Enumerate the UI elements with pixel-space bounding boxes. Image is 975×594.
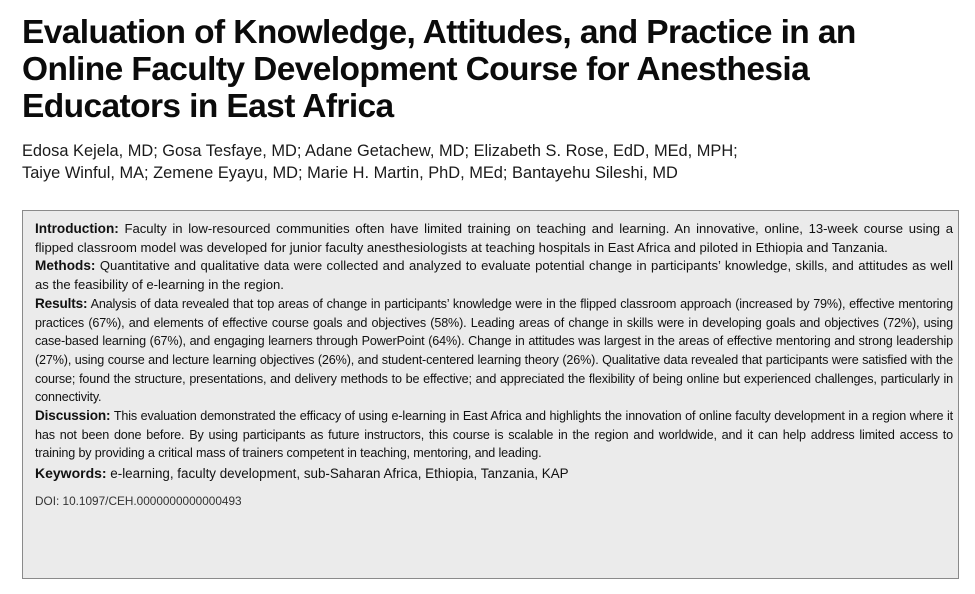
keywords-section	[35, 463, 953, 484]
doi-text: DOI: 10.1097/CEH.0000000000000493	[35, 494, 242, 509]
introduction-label: Introduction:	[35, 221, 119, 236]
abstract-content	[35, 220, 953, 510]
author-list	[22, 140, 962, 184]
methods-text: Quantitative and qualitative data were collected and analyzed to evaluate potential change in participants’ knowledge, skills, and attitudes as well as the feasibility of e-learning in the region.	[35, 258, 953, 293]
keywords-label: Keywords:	[35, 465, 107, 482]
discussion-text: This evaluation demonstrated the efficacy of using e-learning in East Africa and highlights the innovation of online faculty development in a region where it has not been done before. By using participants as future instructors, this course is scalable in the region and worldwide, and it can help address limited access to training by providing a critical mass of trainers competent in teaching, mentoring, and leading.	[35, 409, 953, 461]
introduction-section	[35, 220, 953, 257]
results-section	[35, 295, 953, 407]
keywords-text: e-learning, faculty development, sub-Saharan Africa, Ethiopia, Tanzania, KAP	[106, 466, 569, 482]
results-label: Results:	[35, 295, 88, 311]
methods-section	[35, 257, 953, 294]
article-title	[22, 14, 967, 125]
author-line-2: Taiye Winful, MA; Zemene Eyayu, MD; Marie H. Martin, PhD, MEd; Bantayehu Sileshi, MD	[22, 164, 678, 182]
abstract-box	[22, 210, 959, 579]
results-text: Analysis of data revealed that top areas of change in participants’ knowledge were in the flipped classroom approach (increased by 79%), effective mentoring practices (67%), and elements of effective course goals and objectives (58%). Leading areas of change in skills were in developing goals and objectives (72%), using case-based learning (67%), and engaging learners through PowerPoint (64%). Change in attitudes was largest in the areas of effective mentoring and strong leadership (27%), using course and lecture learning objectives (26%), and student-centered learning theory (26%). Qualitative data revealed that participants were satisfied with the course; found the structure, presentations, and delivery methods to be effective; and appreciated the flexibility of being online but experienced challenges, particularly in connectivity.	[35, 296, 953, 405]
methods-label: Methods:	[35, 258, 96, 274]
title-line-3: Educators in East Africa	[22, 88, 394, 125]
author-line-1: Edosa Kejela, MD; Gosa Tesfaye, MD; Adane Getachew, MD; Elizabeth S. Rose, EdD, MEd, MPH;	[22, 142, 738, 160]
discussion-label: Discussion:	[35, 408, 111, 424]
discussion-section	[35, 407, 953, 463]
title-line-2: Online Faculty Development Course for Anesthesia	[22, 51, 810, 88]
title-line-1: Evaluation of Knowledge, Attitudes, and Practice in an	[22, 14, 856, 51]
introduction-text: Faculty in low-resourced communities often have limited training on teaching and learning. An innovative, online, 13-week course using a flipped classroom model was developed for junior faculty anesthesiologists at teaching hospitals in East Africa and piloted in Ethiopia and Tanzania.	[35, 221, 953, 255]
